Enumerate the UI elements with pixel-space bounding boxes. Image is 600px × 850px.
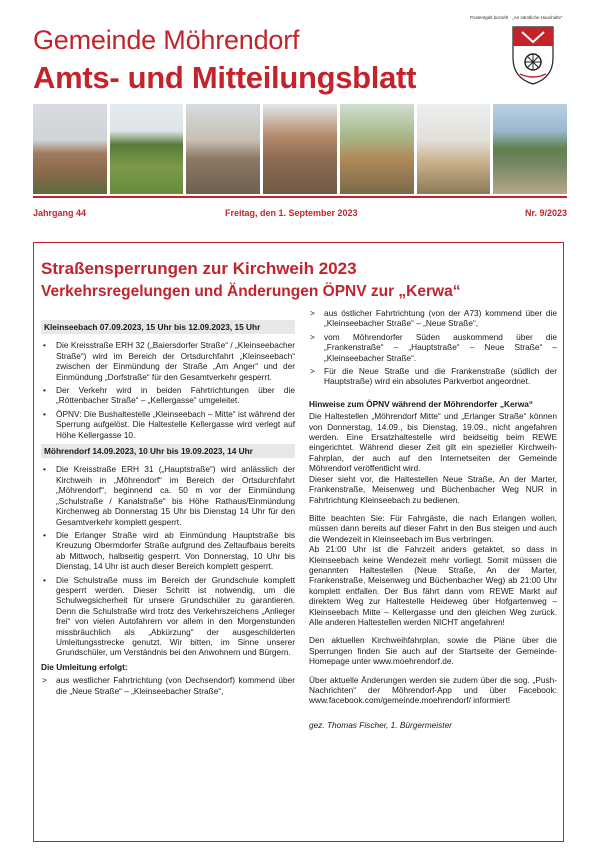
photo-gate [417,104,491,194]
article-title: Straßensperrungen zur Kirchweih 2023 [41,259,357,278]
list-item: • Die Kreisstraße ERH 31 („Hauptstraße“) wird anlässlich der Kirchweih in „Möhrendorf“ im Bereich der Ortsdurchfahrt „Möhrendorf“, beginnend ca. 50 m vor der Einmündung „Schulstraße / Kanalstraße“ bis Höhe Rathaus/Einmündung Kirchenweg ab Donnerstag 15 Uhr bis Dienstag 14 Uhr für den Gesamtverkehr komplett gesperrt. [41,464,295,526]
header-photo-strip [33,104,567,194]
oepnv-heading: Hinweise zum ÖPNV während der Möhrendorfer „Kerwa“ [309,398,534,409]
coat-of-arms-icon [510,24,556,86]
detour-list-continued [309,308,557,387]
photo-bridge [340,104,414,194]
notice-paragraph: Bitte beachten Sie: Für Fahrgäste, die nach Erlangen wollen, müssen dann bereits auf dieser Fahrt in den Bus steigen und auch die Wendezeit in Kleinseebach im Bus verbringen. [309,512,557,544]
photo-tower [186,104,260,194]
issue-date: Freitag, den 1. September 2023 [225,208,358,218]
list-item: • ÖPNV: Die Bushaltestelle „Kleinseebach – Mitte“ ist während der Sperrung aufgelöst. Die Haltestelle Kellergasse wird verlegt auf Höhe Kellergasse 10. [41,409,295,440]
list-item: > vom Möhrendorfer Süden auskommend über die „Frankenstraße“ – „Hauptstraße“ – Neue Straße“ – „Kleinseebacher Straße“. [309,332,557,363]
right-column [309,308,557,730]
list-item: • Die Schulstraße muss im Bereich der Grundschule komplett gesperrt werden. Dieser Schritt ist notwendig, um die Schulwegsicherheit für unsere Grundschüler zu garantieren. Denn die Schulstraße wird trotz des Verkehrszeichens „Anlieger frei“ von vielen Autofahrern vor allem in den Morgenstunden missbräuchlich als „Abkürzung“ der ausgeschilderten Umleitungsstrecke genutzt. Wir bitten, im Sinne unserer Grundschüler, um Verständnis bei den Anwohnern und Bürgern. [41,575,295,658]
issue-number: Nr. 9/2023 [524,208,567,218]
section-heading-moehrendorf: Möhrendorf 14.09.2023, 10 Uhr bis 19.09.2023, 14 Uhr [41,444,295,458]
detour-label: Die Umleitung erfolgt: [41,661,128,672]
list-item: > aus östlicher Fahrtrichtung (von der A73) kommend über die „Kleinseebacher Straße“ – „Neue Straße“, [309,308,557,329]
notice-paragraph: Ab 21:00 Uhr ist die Fahrzeit anders getaktet, so dass in Kleinseebach keine Wendezeit mehr vorliegt. Somit müssen die genannten Haltestellen (Neue Straße, An der Marter, Frankenstraße, Meisenweg und Büchenbacher Weg) ab 21:00 Uhr komplett entfallen. Der Bus fährt dann vom REWE Markt auf direktem Weg zur Haltestelle Heideweg über Hofgartenweg – Kleinseebach Mitte – Kellergasse und den gleichen Weg zurück. Alle anderen Haltestellen werden NICHT angefahren! [309,544,557,627]
oepnv-paragraph: Dieser sieht vor, die Haltestellen Neue Straße, An der Marter, Frankenstraße, Meisenweg und Büchenbacher Weg NUR in Fahrtrichtung Kleinseebach zu bedienen. [309,473,557,505]
section-heading-kleinseebach: Kleinseebach 07.09.2023, 15 Uhr bis 12.09.2023, 15 Uhr [41,320,295,334]
info-paragraph: Den aktuellen Kirchweihfahrplan, sowie die Pläne über die Sperrungen finden Sie auch auf der Startseite der Gemeinde-Homepage unter www.moehrendorf.de. [309,635,557,667]
oepnv-paragraph: Die Haltestellen „Möhrendorf Mitte“ und „Erlanger Straße“ können von Donnerstag, 14.09., bis Dienstag, 19.09., nicht angefahren werden. Eine Ersatzhaltestelle wird beidseitig beim REWE eingerichtet. Während dieser Zeit gilt ein spezieller Kirchweih-Fahrplan, der auch auf den Internetseiten der Gemeinde Möhrendorf veröffentlicht wird. [309,411,557,474]
volume-label: Jahrgang 44 [33,208,87,218]
kleinseebach-list [41,340,295,440]
list-item: > aus westlicher Fahrtrichtung (von Dechsendorf) kommend über die „Neue Straße“ – „Kleinseebacher Straße“, [41,675,295,696]
photo-church [33,104,107,194]
list-item: • Der Verkehr wird in beiden Fahrtrichtungen über die „Röttenbacher Straße“ – „Kellergasse“ umgeleitet. [41,385,295,406]
issue-info-bar [33,196,567,233]
postage-note: Postentgelt bezahlt · „An sämtliche Haushalte“ [470,15,563,20]
photo-meadow-storks [110,104,184,194]
article-subtitle: Verkehrsregelungen und Änderungen ÖPNV zur „Kerwa“ [41,283,461,300]
moehrendorf-list [41,464,295,657]
info-paragraph: Über aktuelle Änderungen werden sie zudem über die sog. „Push-Nachrichten“ der Möhrendorf-App und über Facebook: www.facebook.com/gemeinde.moehrendorf/ informiert! [309,674,557,706]
list-item: • Die Erlanger Straße wird ab Einmündung Hauptstraße bis Kreuzung Obermdorfer Straße aufgrund des Zeltaufbaus bereits ab Mittwoch, halbseitig gesperrt. Von Donnerstag, 10 Uhr bis Dienstag, 14 Uhr ist auch dieser Bereich komplett gesperrt. [41,530,295,572]
detour-list [41,675,295,696]
publication-title: Amts- und Mitteilungsblatt [33,60,417,95]
list-item: > Für die Neue Straße und die Frankenstraße (südlich der Hauptstraße) wird ein absolutes Parkverbot angeordnet. [309,366,557,387]
photo-pond [493,104,567,194]
left-column [41,320,295,700]
municipality-name: Gemeinde Möhrendorf [33,25,300,55]
list-item: • Die Kreisstraße ERH 32 („Baiersdorfer Straße“ / „Kleinseebacher Straße“) wird im Bereich der Ortsdurchfahrt „Kleinseebach“ zwischen der Einmündung der Straße „Am Anger“ und der Einmündung „Dorfstraße“ für den Gesamtverkehr gesperrt. [41,340,295,382]
signature: gez. Thomas Fischer, 1. Bürgermeister [309,719,452,730]
photo-building [263,104,337,194]
